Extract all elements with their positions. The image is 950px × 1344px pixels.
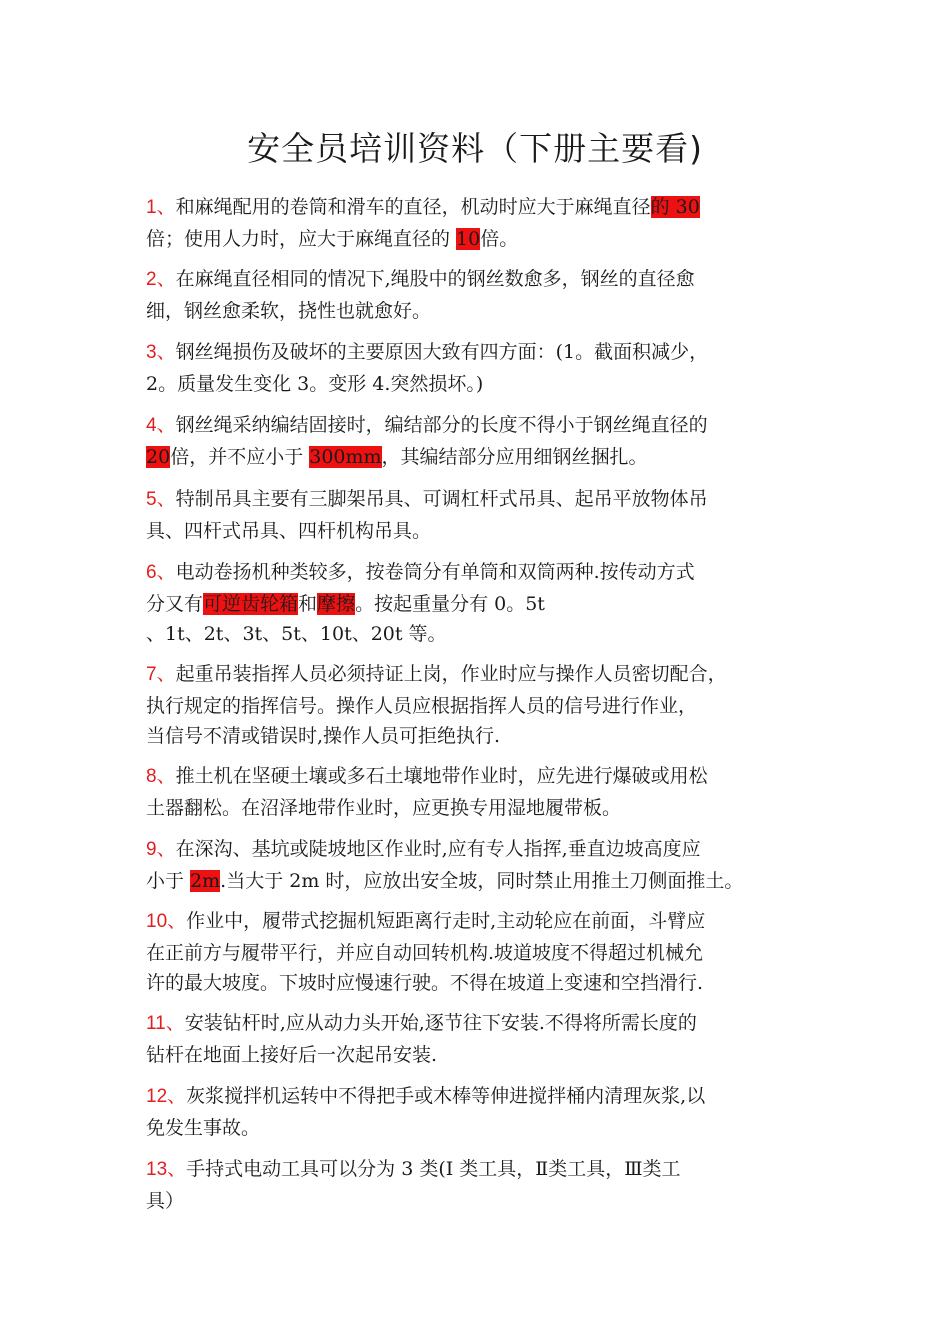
item-text: .当大于 2m 时，应放出安全坡，同时禁止用推土刀侧面推土。	[220, 869, 744, 892]
item-line: 在正前方与履带平行，并应自动回转机构.坡道坡度不得超过机械允	[146, 941, 704, 964]
item-line	[146, 410, 826, 442]
item-text: 推土机在坚硬土壤或多石土壤地带作业时，应先进行爆破或用松	[175, 765, 708, 787]
item-line: 免发生事故。	[146, 1116, 261, 1139]
item-text: 小于	[146, 869, 191, 892]
item-separator: 、	[156, 197, 176, 218]
item-line	[146, 484, 826, 516]
highlighted-text: 的 30	[650, 196, 700, 218]
document-title: 安全员培训资料（下册主要看)	[247, 129, 703, 168]
item-text: 特制吊具主要有三脚架吊具、可调杠杆式吊具、起吊平放物体吊	[175, 488, 708, 510]
list-item-7	[146, 659, 826, 752]
item-line: 2。质量发生变化 3。变形 4.突然损坏。)	[146, 372, 484, 395]
item-number: 2	[146, 269, 157, 290]
item-line: 具、四杆式吊具、四杆机构吊具。	[146, 519, 432, 542]
item-number: 13	[146, 1159, 168, 1180]
item-line: 执行规定的指挥信号。操作人员应根据指挥人员的信号进行作业，	[146, 694, 698, 717]
list-item-9	[146, 834, 826, 896]
item-text: 在麻绳直径相同的情况下,绳股中的钢丝数愈多，钢丝的直径愈	[175, 268, 695, 290]
item-line: 具）	[146, 1189, 185, 1212]
item-line	[146, 866, 826, 897]
item-text: 分又有	[146, 592, 204, 615]
item-text: 在深沟、基坑或陡坡地区作业时,应有专人指挥,垂直边坡高度应	[175, 838, 701, 860]
item-text: 灰浆搅拌机运转中不得把手或木棒等伸进搅拌桶内清理灰浆,以	[186, 1085, 706, 1107]
list-item-1	[146, 192, 826, 254]
item-number: 8	[146, 766, 157, 787]
highlighted-text: 300mm	[309, 445, 382, 468]
highlighted-text: 可逆齿轮箱	[203, 592, 299, 615]
item-separator: 、	[156, 415, 176, 436]
item-separator: 、	[156, 562, 176, 583]
item-separator: 、	[167, 1159, 187, 1180]
list-item-2	[146, 264, 826, 326]
item-number: 5	[146, 489, 157, 510]
list-item-4	[146, 410, 826, 472]
item-text: 电动卷扬机种类较多，按卷筒分有单筒和双筒两种.按传动方式	[175, 561, 695, 583]
item-separator: 、	[167, 911, 187, 932]
highlighted-text: 20	[146, 445, 171, 468]
item-text: 起重吊装指挥人员必须持证上岗，作业时应与操作人员密切配合，	[175, 663, 727, 685]
item-line	[146, 442, 826, 473]
item-text: 倍，并不应小于	[170, 445, 310, 468]
item-separator: 、	[167, 1086, 187, 1107]
item-text: 。按起重量分有 0。5t	[355, 592, 545, 615]
item-text: 钢丝绳采纳编结固接时，编结部分的长度不得小于钢丝绳直径的	[175, 414, 708, 436]
item-separator: 、	[156, 269, 176, 290]
item-number: 10	[146, 911, 168, 932]
highlighted-text: 10	[456, 227, 481, 250]
item-line	[146, 659, 826, 691]
item-line	[146, 557, 826, 589]
item-text: 作业中，履带式挖掘机短距离行走时,主动轮应在前面，斗臂应	[186, 910, 706, 932]
item-separator: 、	[165, 1013, 185, 1034]
item-line: 、1t、2t、3t、5t、10t、20t 等。	[146, 623, 447, 645]
item-line: 钻杆在地面上接好后一次起吊安装.	[146, 1043, 438, 1066]
item-line	[146, 192, 826, 224]
list-item-10	[146, 906, 826, 999]
item-line: 许的最大坡度。下坡时应慢速行驶。不得在坡道上变速和空挡滑行.	[146, 972, 704, 994]
item-line	[146, 224, 826, 255]
list-item-11	[146, 1008, 826, 1070]
item-number: 12	[146, 1086, 168, 1107]
list-item-13	[146, 1154, 826, 1216]
item-line	[146, 589, 826, 620]
item-text: 和麻绳配用的卷筒和滑车的直径，机动时应大于麻绳直径	[175, 196, 651, 218]
item-text: 钢丝绳损伤及破坏的主要原因大致有四方面：(1。截面积减少，	[175, 341, 709, 363]
item-line: 细，钢丝愈柔软，挠性也就愈好。	[146, 299, 432, 322]
highlighted-text: 摩擦	[317, 592, 356, 615]
item-line: 当信号不清或错误时,操作人员可拒绝执行.	[146, 725, 501, 747]
item-text: 安装钻杆时,应从动力头开始,逐节往下安装.不得将所需长度的	[184, 1012, 697, 1034]
list-item-3	[146, 337, 826, 399]
item-separator: 、	[156, 839, 176, 860]
item-line	[146, 1081, 826, 1113]
list-item-12	[146, 1081, 826, 1143]
item-text: ，其编结部分应用细钢丝捆扎。	[381, 445, 648, 468]
item-text: 手持式电动工具可以分为 3 类(Ⅰ 类工具，Ⅱ类工具，Ⅲ类工	[186, 1158, 681, 1180]
item-number: 4	[146, 415, 157, 436]
item-separator: 、	[156, 489, 176, 510]
item-text: 倍。	[480, 227, 519, 250]
list-item-8	[146, 761, 826, 823]
item-line	[146, 1154, 826, 1186]
item-line	[146, 834, 826, 866]
item-text: 倍；使用人力时，应大于麻绳直径的	[146, 227, 457, 250]
item-line	[146, 1008, 826, 1040]
item-number: 3	[146, 342, 157, 363]
list-item-6	[146, 557, 826, 650]
item-separator: 、	[156, 664, 176, 685]
item-line: 土器翻松。在沼泽地带作业时，应更换专用湿地履带板。	[146, 796, 622, 819]
item-number: 6	[146, 562, 157, 583]
item-separator: 、	[156, 766, 176, 787]
item-text: 和	[298, 592, 318, 615]
highlighted-text: 2m	[190, 869, 221, 892]
list-item-5	[146, 484, 826, 546]
item-number: 11	[146, 1013, 166, 1034]
item-line	[146, 761, 826, 793]
item-number: 1	[146, 197, 157, 218]
item-line	[146, 337, 826, 369]
item-number: 9	[146, 839, 157, 860]
item-separator: 、	[156, 342, 176, 363]
item-line	[146, 906, 826, 938]
item-number: 7	[146, 664, 157, 685]
item-line	[146, 264, 826, 296]
